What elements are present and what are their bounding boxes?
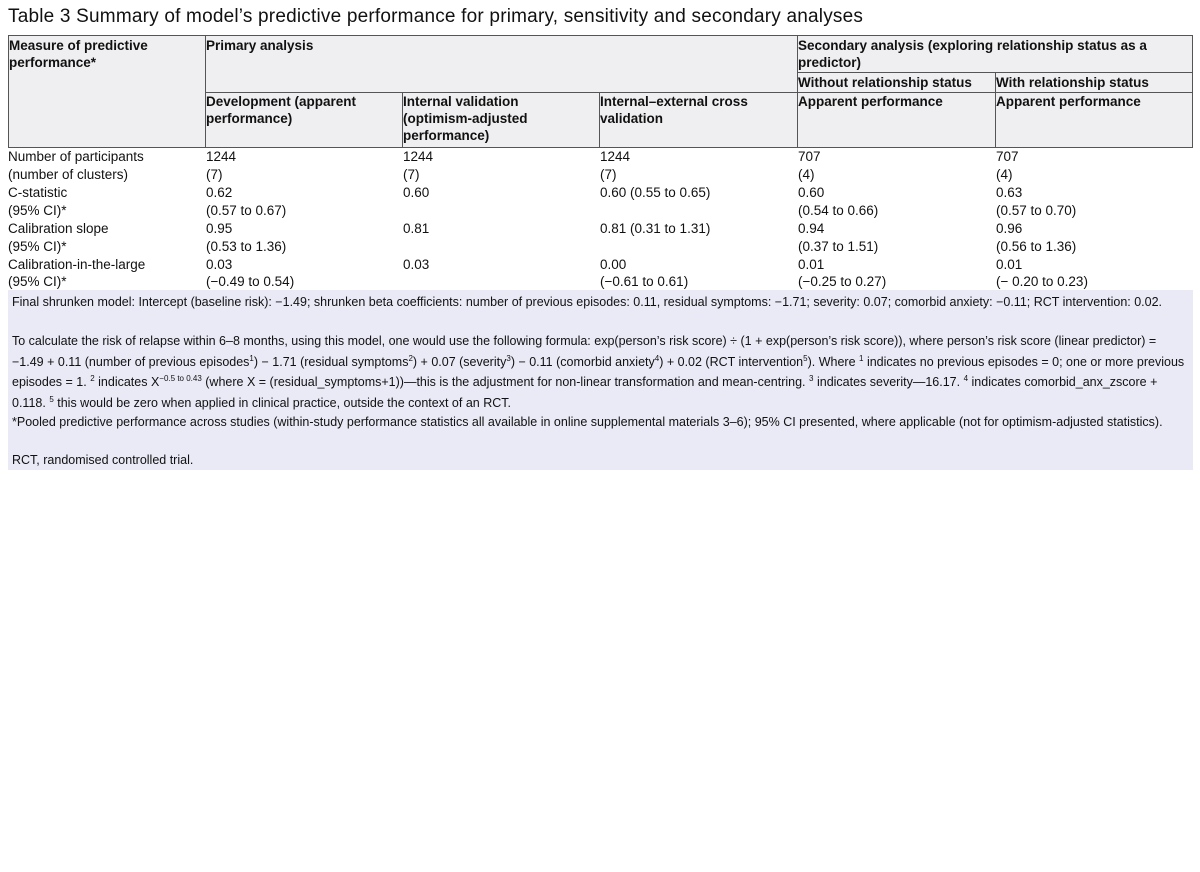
footnote-formula <box>12 331 1188 413</box>
formula-text: this would be zero when applied in clinical practice, outside the context of an RCT. <box>57 395 511 410</box>
cell-with-sub: (4) <box>996 167 1013 182</box>
table-footnotes <box>8 290 1193 470</box>
cell-internal: 0.03 <box>403 257 430 272</box>
cell-development-sub: (0.57 to 0.67) <box>206 203 287 218</box>
cell-with-sub: (− 0.20 to 0.23) <box>996 274 1088 289</box>
formula-text: indicates no previous episodes = 0; one or more previous episodes = 1. <box>12 354 1185 389</box>
cell-internal-external: 0.60 (0.55 to 0.65) <box>600 185 711 200</box>
cell-with: 0.01 <box>996 257 1023 272</box>
row-label-sub: (number of clusters) <box>8 167 129 182</box>
formula-sup: 3 <box>506 353 511 363</box>
cell-without-sub: (4) <box>798 167 815 182</box>
cell-without-sub: (0.54 to 0.66) <box>798 203 879 218</box>
cell-development: 0.62 <box>206 185 233 200</box>
header-primary: Primary analysis <box>206 38 314 53</box>
formula-sup: 2 <box>408 353 413 363</box>
cell-internal: 1244 <box>403 149 434 164</box>
header-measure: Measure of predictive performance* <box>9 38 148 70</box>
cell-with: 0.96 <box>996 221 1023 236</box>
formula-text: indicates comorbid_anx_zscore + 0.118. <box>12 375 1158 410</box>
row-label-sub: (95% CI)* <box>8 203 67 218</box>
formula-sup: −0.5 to 0.43 <box>159 373 202 383</box>
cell-internal-external: 1244 <box>600 149 631 164</box>
header-secondary: Secondary analysis (exploring relationship status as a predictor) <box>798 38 1147 70</box>
cell-internal-external-sub: (7) <box>600 167 617 182</box>
formula-sup: 4 <box>654 353 660 363</box>
cell-internal-external-sub: (−0.61 to 0.61) <box>600 274 689 289</box>
cell-development-sub: (0.53 to 1.36) <box>206 239 287 254</box>
footnote-rct: RCT, randomised controlled trial. <box>12 453 194 467</box>
cell-internal: 0.81 <box>403 221 430 236</box>
cell-without-sub: (−0.25 to 0.27) <box>798 274 887 289</box>
header-without-relationship: Without relationship status <box>798 75 972 90</box>
formula-text: ). Where <box>807 354 856 369</box>
formula-sup: 4 <box>963 373 969 383</box>
cell-internal-external: 0.81 (0.31 to 1.31) <box>600 221 711 236</box>
formula-sup: 1 <box>249 353 254 363</box>
header-apparent-without: Apparent performance <box>798 94 943 109</box>
formula-text: ) − 0.11 (comorbid anxiety <box>510 354 655 369</box>
cell-internal: 0.60 <box>403 185 430 200</box>
row-label: Calibration slope <box>8 221 109 236</box>
row-label: C-statistic <box>8 185 68 200</box>
formula-text: To calculate the risk of relapse within 6–8 months, using this model, one would use the following formula: exp(person’s risk score) ÷ (1 + exp(person’s risk score)), where person’s risk score (linear predictor) = −1.49 + 0.11 (number of previous episodes <box>12 334 1157 369</box>
cell-without-sub: (0.37 to 1.51) <box>798 239 879 254</box>
formula-text: ) − 1.71 (residual symptoms <box>253 354 409 369</box>
cell-without: 0.94 <box>798 221 825 236</box>
table-header <box>8 35 1193 148</box>
row-label-sub: (95% CI)* <box>8 239 67 254</box>
footnote-pooled: *Pooled predictive performance across studies (within-study performance statistics all available in online supplemental materials 3–6); 95% CI presented, where applicable (not for optimism-adjusted statistics). <box>12 415 1163 429</box>
formula-sup: 2 <box>90 373 95 383</box>
cell-development-sub: (−0.49 to 0.54) <box>206 274 295 289</box>
cell-without: 707 <box>798 149 821 164</box>
formula-sup: 1 <box>859 353 864 363</box>
header-internal-validation: Internal validation (optimism-adjusted performance) <box>403 94 528 143</box>
formula-text: indicates severity—16.17. <box>816 375 961 389</box>
table-title: Table 3 Summary of model’s predictive performance for primary, sensitivity and secondary analyses <box>8 6 864 27</box>
row-label: Number of participants <box>8 149 144 164</box>
cell-without: 0.60 <box>798 185 825 200</box>
header-apparent-with: Apparent performance <box>996 94 1141 109</box>
row-label-sub: (95% CI)* <box>8 274 67 289</box>
formula-sup: 5 <box>803 353 808 363</box>
cell-with: 0.63 <box>996 185 1023 200</box>
cell-internal-sub: (7) <box>403 167 420 182</box>
formula-text: (where X = (residual_symptoms+1))—this is the adjustment for non-linear transformation and mean-centring. <box>205 375 806 389</box>
formula-text: ) + 0.07 (severity <box>412 354 507 369</box>
cell-internal-external: 0.00 <box>600 257 627 272</box>
formula-sup: 3 <box>809 373 814 383</box>
cell-development: 0.03 <box>206 257 233 272</box>
cell-without: 0.01 <box>798 257 825 272</box>
cell-with: 707 <box>996 149 1019 164</box>
header-development: Development (apparent performance) <box>206 94 357 126</box>
cell-development: 0.95 <box>206 221 233 236</box>
header-internal-external: Internal–external cross validation <box>600 94 748 126</box>
cell-with-sub: (0.56 to 1.36) <box>996 239 1077 254</box>
formula-sup: 5 <box>49 394 54 404</box>
cell-with-sub: (0.57 to 0.70) <box>996 203 1077 218</box>
cell-development: 1244 <box>206 149 237 164</box>
cell-development-sub: (7) <box>206 167 223 182</box>
header-with-relationship: With relationship status <box>996 75 1149 90</box>
footnote-model: Final shrunken model: Intercept (baseline risk): −1.49; shrunken beta coefficients: number of previous episodes: 0.11, residual symptoms: −1.71; severity: 0.07; comorbid anxiety: −0.11; RCT intervention: 0.02. <box>12 295 1163 309</box>
formula-text: ) + 0.02 (RCT intervention <box>659 354 804 369</box>
row-label: Calibration-in-the-large <box>8 257 146 272</box>
formula-text: indicates X <box>98 375 160 389</box>
